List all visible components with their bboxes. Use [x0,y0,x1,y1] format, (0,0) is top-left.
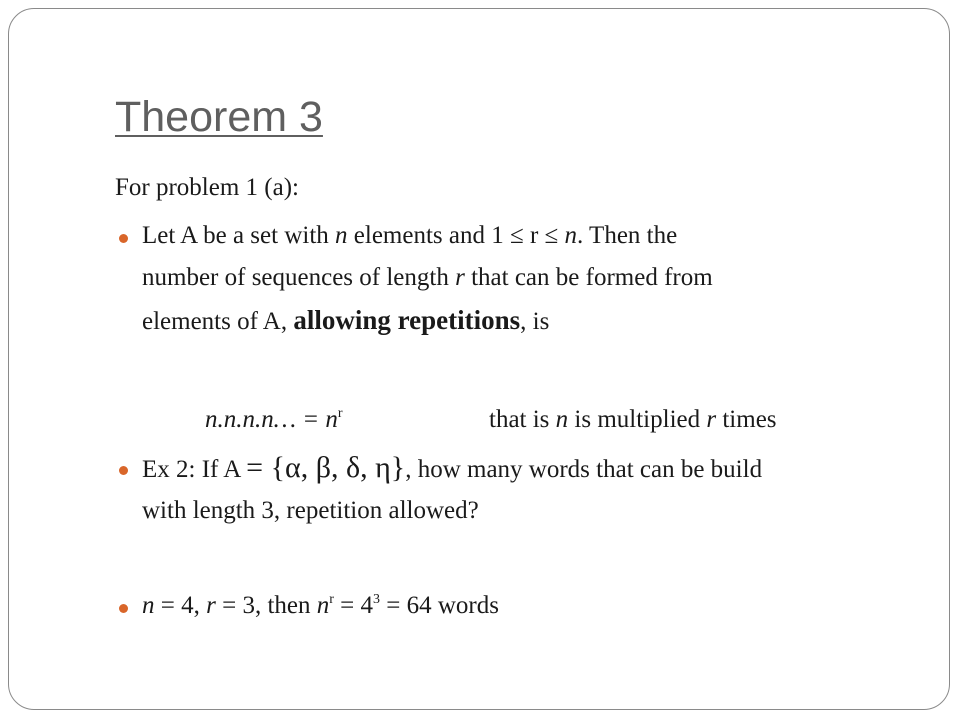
text-segment: Ex 2: If A [142,456,247,483]
text-segment: times [716,406,777,433]
var-n: n [325,406,338,433]
answer-line [142,585,499,627]
text-segment: elements of A, [142,308,294,335]
var-n: n [142,592,155,619]
slide-frame [8,8,950,710]
formula-product: n.n.n.n… = [205,406,326,433]
text-segment: = 4, [154,592,207,619]
intro-label: For problem 1 (a): [115,174,299,201]
slide-title: Theorem 3 [115,93,323,141]
text-segment: = 64 words [380,592,499,619]
greek-set: = {α, β, δ, η} [246,451,406,484]
text-segment: that can be formed from [464,264,713,291]
bullet-icon [119,466,128,475]
text-segment: , how many words that can be build [405,456,763,483]
text-segment: elements and 1 ≤ r ≤ [347,222,565,249]
intro-text [115,167,299,209]
formula-lhs [205,399,343,441]
var-r: r [206,592,216,619]
exponent: 3 [373,592,381,607]
bullet-1-line-3 [142,299,549,343]
bullet-icon [119,604,128,613]
text-segment: , is [520,308,550,335]
emphasis-text: allowing repetitions [293,305,521,335]
text-segment: = 4 [333,592,374,619]
bullet-1-line-1 [142,215,677,257]
bullet-icon [119,234,128,243]
text-segment: that is [489,406,556,433]
exponent: r [337,406,343,421]
bullet-1-line-2 [142,257,713,299]
text-segment: is multiplied [568,406,707,433]
var-n: n [335,222,348,249]
var-n: n [564,222,577,249]
example-line-2 [142,490,479,532]
text-segment: with length 3, repetition allowed? [142,497,479,524]
text-segment: . Then the [577,222,678,249]
text-segment: = 3, then [215,592,317,619]
var-n: n [316,592,330,619]
var-n: n [555,406,569,433]
text-segment: number of sequences of length [142,264,456,291]
var-r: r [706,406,717,433]
text-segment: Let A be a set with [142,222,336,249]
exponent: r [329,592,334,607]
example-line-1 [142,447,762,491]
var-r: r [455,264,465,291]
formula-explanation [489,399,777,441]
